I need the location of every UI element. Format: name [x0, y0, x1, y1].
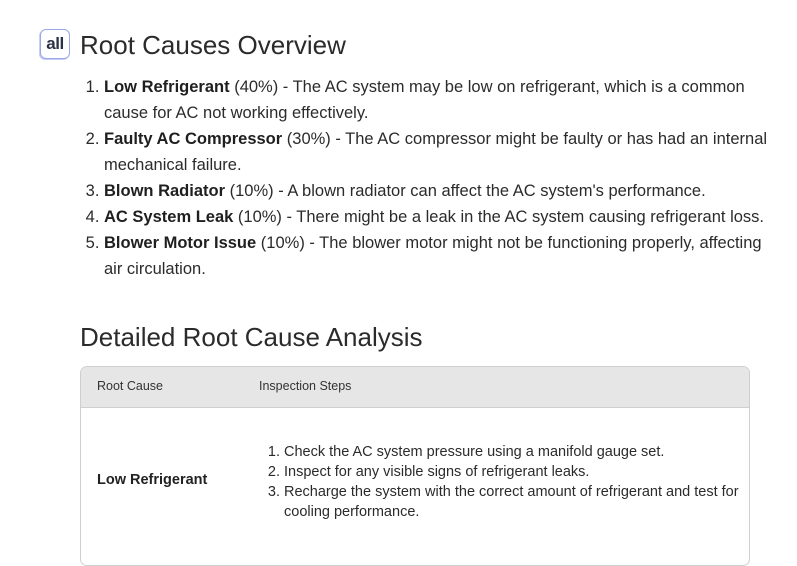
cause-name: Low Refrigerant: [104, 78, 230, 96]
logo-text: all: [46, 34, 64, 53]
root-cause-cell: Low Refrigerant: [97, 472, 208, 488]
list-item: [104, 74, 772, 126]
cause-name: Blown Radiator: [104, 182, 226, 200]
list-item: [104, 204, 772, 230]
cause-percent: (10%): [237, 208, 282, 226]
cause-percent: (10%): [229, 182, 274, 200]
table-row: [81, 408, 749, 566]
analysis-title: Detailed Root Cause Analysis: [80, 322, 423, 352]
list-item: [104, 178, 772, 204]
cause-description: - There might be a leak in the AC system causing refrigerant loss.: [281, 208, 765, 226]
table-header: [81, 367, 749, 408]
cause-percent: (10%): [260, 234, 305, 252]
inspection-steps-list: [259, 442, 750, 522]
list-item: [104, 126, 772, 178]
column-header-inspection-steps: Inspection Steps: [259, 379, 352, 393]
cause-description: - A blown radiator can affect the AC system's performance.: [273, 182, 706, 200]
cause-description: - The AC compressor might be faulty or has had an internal mechanical failure.: [104, 130, 768, 174]
cause-percent: (30%): [286, 130, 331, 148]
inspection-step: 2. Inspect for any visible signs of refrigerant leaks.: [284, 462, 750, 482]
cause-name: AC System Leak: [104, 208, 234, 226]
analysis-table: [80, 366, 750, 566]
inspection-step: 1. Check the AC system pressure using a manifold gauge set.: [284, 442, 750, 462]
root-causes-list: [80, 74, 772, 282]
column-header-root-cause: Root Cause: [97, 379, 164, 393]
cause-percent: (40%): [234, 78, 279, 96]
app-logo: [40, 29, 70, 59]
cause-description: - The blower motor might not be functioning properly, affecting air circulation.: [104, 234, 762, 278]
inspection-step: 3. Recharge the system with the correct amount of refrigerant and test for cooling performance.: [284, 482, 750, 522]
cause-description: - The AC system may be low on refrigerant, which is a common cause for AC not working effectively.: [104, 78, 745, 122]
cause-name: Faulty AC Compressor: [104, 130, 283, 148]
overview-title: Root Causes Overview: [80, 30, 346, 60]
list-item: [104, 230, 772, 282]
cause-name: Blower Motor Issue: [104, 234, 257, 252]
